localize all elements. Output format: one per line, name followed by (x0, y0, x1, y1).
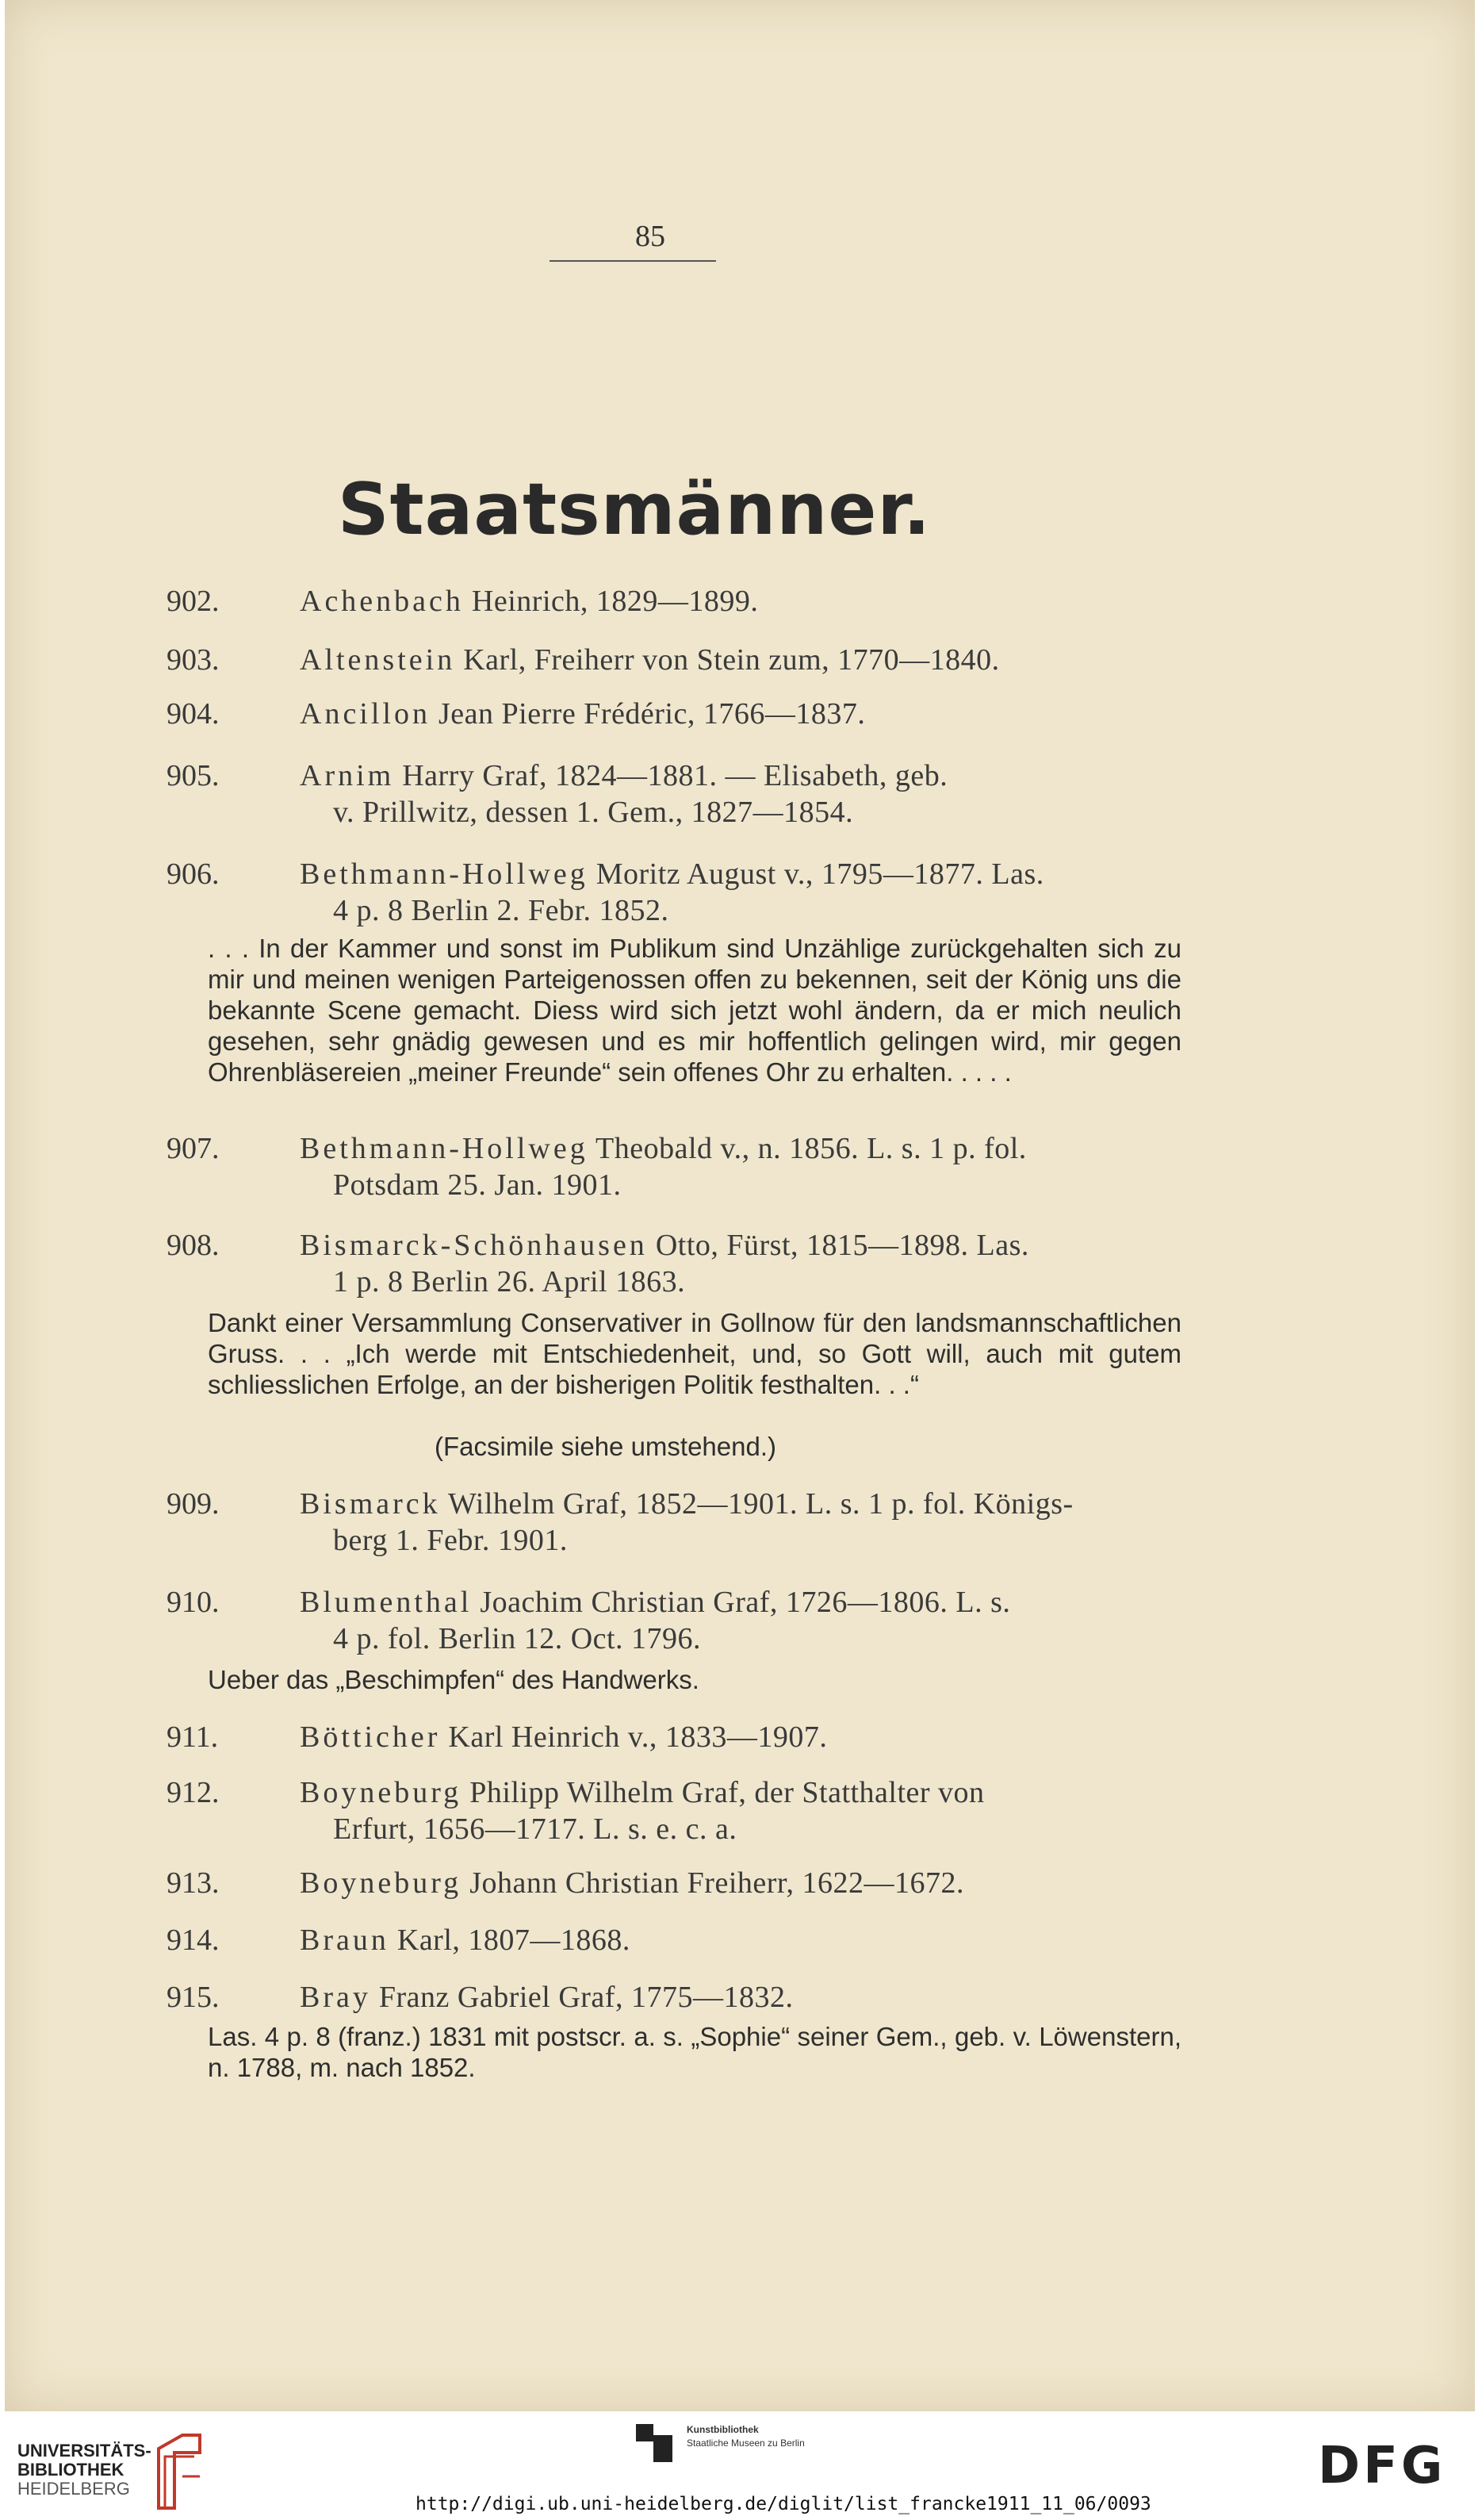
entry-text (300, 639, 1180, 681)
page-title: Staatsmänner. (337, 468, 932, 551)
entry-number: 907. (167, 1132, 220, 1165)
entry-text (300, 1582, 1180, 1623)
entry-details: Theobald v., n. 1856. L. s. 1 p. fol. (588, 1132, 1027, 1165)
entry-name: Boyneburg (300, 1866, 462, 1900)
entry-continuation: 1 p. 8 Berlin 26. April 1863. (333, 1265, 686, 1298)
entry-text (300, 1225, 1180, 1266)
header-rule (550, 260, 716, 262)
entry-details: Karl, 1807—1868. (389, 1924, 630, 1957)
entry-number: 905. (167, 759, 220, 792)
kunstbibliothek-logo-icon (633, 2421, 677, 2465)
entry-name: Bethmann-Hollweg (300, 857, 588, 891)
entry-name: Braun (300, 1924, 389, 1957)
entry-name: Bethmann-Hollweg (300, 1132, 588, 1165)
entry-details: Johann Christian Freiherr, 1622—1672. (461, 1866, 965, 1900)
entry-details: Heinrich, 1829—1899. (463, 585, 759, 618)
entry-text (300, 1977, 1180, 2018)
entry-name: Ancillon (300, 697, 431, 731)
entry-number: 906. (167, 857, 220, 891)
entry-number: 911. (167, 1720, 219, 1754)
entry-continuation: 4 p. fol. Berlin 12. Oct. 1796. (333, 1622, 702, 1655)
entry-continuation: 4 p. 8 Berlin 2. Febr. 1852. (333, 894, 669, 927)
facsimile-note: (Facsimile siehe umstehend.) (435, 1432, 776, 1461)
entry-text (300, 1716, 1180, 1758)
entry-note: Dankt einer Versammlung Conservativer in Gollnow für den landsmannschaftlichen Gruss. . . „Ich werde mit Entschiedenheit, und, so Gott will, auch mit gutem schliesslichen Erfolge, an der bisherigen Politik festhalten. . .“ (208, 1308, 1181, 1399)
entry-details: Otto, Fürst, 1815—1898. Las. (647, 1229, 1029, 1262)
entry-number: 904. (167, 697, 220, 731)
entry-number: 912. (167, 1776, 220, 1809)
entry-details: Wilhelm Graf, 1852—1901. L. s. 1 p. fol. Königs- (440, 1487, 1074, 1521)
entry-text (300, 693, 1180, 735)
entry-text (300, 755, 1180, 796)
entry-number: 915. (167, 1981, 220, 2014)
kb-line-2: Staatliche Museen zu Berlin (687, 2438, 805, 2449)
entry-text (300, 1128, 1180, 1169)
entry-name: Bötticher (300, 1720, 441, 1754)
ub-line-1: UNIVERSITÄTS- (17, 2441, 151, 2461)
entry-name: Altenstein (300, 643, 456, 677)
entry-note: Ueber das „Beschimpfen“ des Handwerks. (208, 1665, 699, 1694)
kunstbibliothek-label (687, 2423, 805, 2450)
entry-details: Philipp Wilhelm Graf, der Statthalter von (461, 1776, 985, 1809)
entry-name: Arnim (300, 759, 395, 792)
entry-number: 908. (167, 1229, 220, 1262)
entry-number: 903. (167, 643, 220, 677)
entry-details: Moritz August v., 1795—1877. Las. (588, 857, 1044, 891)
entry-continuation: berg 1. Febr. 1901. (333, 1524, 568, 1557)
entry-details: Karl Heinrich v., 1833—1907. (440, 1720, 828, 1754)
entry-name: Achenbach (300, 585, 464, 618)
ub-line-3: HEIDELBERG (17, 2479, 130, 2499)
entry-text (300, 1920, 1180, 1961)
source-url-link[interactable]: http://digi.ub.uni-heidelberg.de/diglit/list_francke1911_11_06/0093 (415, 2494, 1151, 2514)
entry-number: 910. (167, 1586, 220, 1619)
entry-text (300, 581, 1180, 622)
entry-details: Harry Graf, 1824—1881. — Elisabeth, geb. (394, 759, 948, 792)
entry-text (300, 1862, 1180, 1904)
entry-name: Boyneburg (300, 1776, 462, 1809)
entry-name: Bismarck (300, 1487, 441, 1521)
entry-details: Joachim Christian Graf, 1726—1806. L. s. (472, 1586, 1011, 1619)
entry-number: 914. (167, 1924, 220, 1957)
entry-number: 909. (167, 1487, 220, 1521)
entry-details: Jean Pierre Frédéric, 1766—1837. (430, 697, 866, 731)
ub-line-2: BIBLIOTHEK (17, 2460, 124, 2480)
entry-continuation: v. Prillwitz, dessen 1. Gem., 1827—1854. (333, 796, 854, 829)
entry-details: Franz Gabriel Graf, 1775—1832. (370, 1981, 794, 2014)
entry-note: . . . In der Kammer und sonst im Publikum sind Unzählige zurückgehalten sich zu mir und meinen wenigen Parteigenossen offen zu bekennen, seit der König uns die bekannte Scene gemacht. Diess wird sich jetzt wohl ändern, da er mich neulich gesehen, sehr gnädig gewesen und es mir hoffentlich gelingen wird, mir gegen Ohrenbläsereien „meiner Freunde“ sein offenes Ohr zu erhalten. . . . . (208, 934, 1181, 1087)
entry-text (300, 1483, 1180, 1525)
entry-number: 902. (167, 585, 220, 618)
kb-line-1: Kunstbibliothek (687, 2424, 759, 2435)
entry-name: Blumenthal (300, 1586, 473, 1619)
ub-heidelberg-label (17, 2441, 151, 2499)
entry-continuation: Erfurt, 1656—1717. L. s. e. c. a. (333, 1812, 737, 1846)
dfg-logo: DFG (1318, 2437, 1446, 2495)
page-number: 85 (635, 220, 665, 253)
entry-text (300, 1772, 1180, 1813)
ub-logo-icon (151, 2429, 206, 2516)
entry-name: Bismarck-Schönhausen (300, 1229, 648, 1262)
entry-continuation: Potsdam 25. Jan. 1901. (333, 1168, 622, 1202)
entry-text (300, 853, 1180, 895)
entry-details: Karl, Freiherr von Stein zum, 1770—1840. (455, 643, 1000, 677)
entry-note: Las. 4 p. 8 (franz.) 1831 mit postscr. a. s. „Sophie“ seiner Gem., geb. v. Löwenstern, n. 1788, m. nach 1852. (208, 2022, 1181, 2082)
entry-number: 913. (167, 1866, 220, 1900)
entry-name: Bray (300, 1981, 371, 2014)
